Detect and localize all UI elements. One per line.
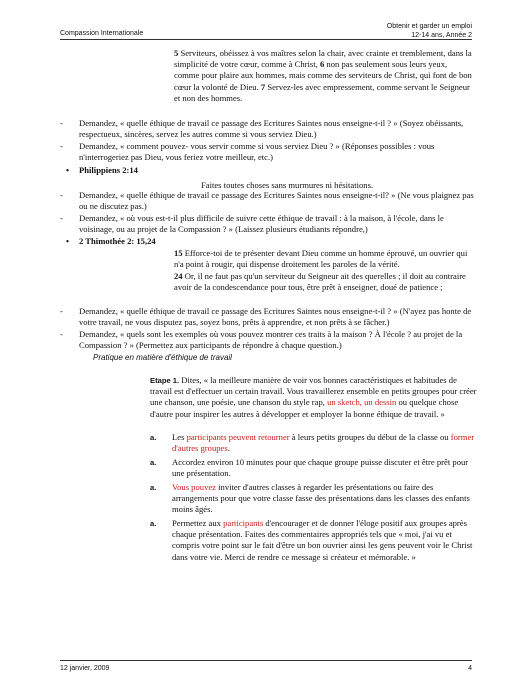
substep-item <box>150 482 478 516</box>
question-text: Demandez, « quelle éthique de travail ce passage des Ecritures Saintes nous enseigne-t-il? » (Ne vous plaignez pas ou ne discutez pas.) <box>79 190 474 212</box>
verse-text: Or, il ne faut pas qu'un serviteur du Seigneur ait des querelles ; il doit au contraire avoir de la condescendance pour tous, être prêt à enseigner, doué de patience ; <box>174 271 466 293</box>
verse-timothy-24 <box>174 271 474 293</box>
verse-timothy-15 <box>174 248 474 270</box>
dash-marker: - <box>60 329 63 339</box>
substep-text: Permettez aux <box>172 518 224 528</box>
substep-text: Accordez environ 10 minutes pour que chaque groupe puisse discuter et être prêt pour une présentation. <box>172 457 469 479</box>
step-label: Etape 1. <box>150 376 180 385</box>
substep-highlight: former d'autres groupes <box>172 432 475 454</box>
dash-marker: - <box>60 190 63 200</box>
verse-ephesians <box>174 48 474 104</box>
verse-number: 24 <box>174 271 183 281</box>
question-text: Demandez, « quelle éthique de travail ce passage des Ecritures Saintes nous enseigne-t-il ? » (N'ayez pas honte de votre travail, ne vous disputez pas, soyez bons, prêts à apprendre, et non prêts à se fâcher.) <box>79 306 472 328</box>
question-text: Demandez, « comment pouvez- vous servir comme si vous serviez Dieu ? » (Réponses possibles : vous n'interrogeriez pas Dieu, vous feriez votre meilleur, etc.) <box>79 141 435 163</box>
question-item <box>60 118 480 140</box>
substep-highlight: participants <box>223 518 264 528</box>
substep-marker: a. <box>150 458 157 467</box>
header-title: Obtenir et garder un emploi <box>386 23 472 30</box>
substep-marker: a. <box>150 483 157 492</box>
question-item <box>60 190 480 212</box>
verse-number: 7 <box>260 81 266 92</box>
step-text: Dites, « la meilleure manière de voir vos bonnes caractéristiques et habitudes de travail est d'effectuer un certain travail. Vous travaillerez ensemble en petits groupes pour créer une chanson, une poésie, une chanson du style rap, <box>150 375 477 408</box>
scripture-heading <box>66 236 156 247</box>
header-org: Compassion Internationale <box>60 30 144 37</box>
page-number: 4 <box>468 665 472 672</box>
dash-marker: - <box>60 213 63 223</box>
question-text: Demandez, « quelle éthique de travail ce passage des Ecritures Saintes nous enseigne-t-il ? » (Soyez obéissants, respectueux, sincères, servez les autres comme si vous serviez Dieu.) <box>79 118 464 140</box>
dash-marker: - <box>60 306 63 316</box>
section-title: Pratique en matière d'éthique de travail <box>93 353 232 362</box>
bullet-marker: • <box>66 236 70 246</box>
question-item <box>60 213 480 235</box>
substep-item <box>150 432 478 454</box>
step-highlight: un sketch, un dessin <box>327 397 397 408</box>
verse-philippians: Faites toutes choses sans murmures ni hésitations. <box>201 180 374 190</box>
verse-number: 5 <box>174 48 179 58</box>
substep-highlight: Vous pouvez <box>172 482 217 492</box>
dash-marker: - <box>60 118 63 128</box>
substep-text: . <box>227 443 230 454</box>
dash-marker: - <box>60 141 63 151</box>
substep-text: Les <box>172 432 187 442</box>
substep-text: inviter d'autres classes à regarder les présentations ou faire des arrangements pour que votre classe fasse des présentations dans les classes des enfants moins âgés. <box>172 482 470 515</box>
verse-text: Servez-les avec empressement, comme servant le Seigneur et non des hommes. <box>174 81 470 103</box>
question-item <box>60 329 480 351</box>
scripture-heading <box>66 165 138 176</box>
question-text: Demandez, « quels sont les exemples où vous pouvez montrer ces traits à la maison ? À l'école ? au projet de la Compassion ? » (Permettez aux participants de répondre à chaque question.) <box>79 329 463 351</box>
substep-text: à leurs petits groupes du début de la classe ou <box>289 432 451 442</box>
header-title-block <box>387 23 472 40</box>
footer-divider <box>60 660 472 661</box>
step-text: ou quelque chose d'autre pour inspirer les autres à développer et employer la bonne éthique de travail. » <box>150 397 459 419</box>
header-subtitle: 12-14 ans, Année 2 <box>411 31 472 39</box>
verse-number: 6 <box>319 59 325 70</box>
scripture-reference: Philippiens 2:14 <box>79 165 138 175</box>
substep-item <box>150 457 478 479</box>
question-item <box>60 306 480 328</box>
substep-text: d'encourager et de donner l'éloge positif aux groupes après chaque présentation. Faites des commentaires appropriés tels que « moi, j'ai vu et compris votre point sur le fait d'être un bon ouvrier ainsi les gens peuvent voir le Christ dans votre vie. Merci de rendre ce message si créateur et mémorable. » <box>172 518 473 562</box>
substep-highlight: participants peuvent retourner <box>186 432 290 442</box>
scripture-reference: 2 Thimothée 2: 15,24 <box>79 236 156 246</box>
substep-marker: a. <box>150 433 157 442</box>
substep-marker: a. <box>150 519 157 528</box>
question-item <box>60 141 480 163</box>
bullet-marker: • <box>66 165 70 175</box>
header-divider <box>60 39 472 40</box>
verse-number: 15 <box>174 248 183 258</box>
verse-text: non pas seulement sous leurs yeux, comme pour plaire aux hommes, mais comme des serviteurs de Christ, qui font de bon cœur la volonté de Dieu. <box>174 59 472 92</box>
substep-item <box>150 518 478 563</box>
question-text: Demandez, « où vous est-t-il plus difficile de suivre cette éthique de travail : à la maison, à l'école, dans le voisinage, ou au projet de la Compassion ? » (Laissez plusieurs étudiants répondre,) <box>79 213 444 235</box>
verse-text: Efforce-toi de te présenter devant Dieu comme un homme éprouvé, un ouvrier qui n'a point à rougir, qui dispense droitement les paroles de la vérité. <box>174 248 468 270</box>
verse-text: Serviteurs, obéissez à vos maîtres selon la chair, avec crainte et tremblement, dans la simplicité de votre cœur, comme à Christ, <box>174 48 472 70</box>
step-paragraph <box>150 375 478 420</box>
footer-date: 12 janvier, 2009 <box>60 665 110 672</box>
